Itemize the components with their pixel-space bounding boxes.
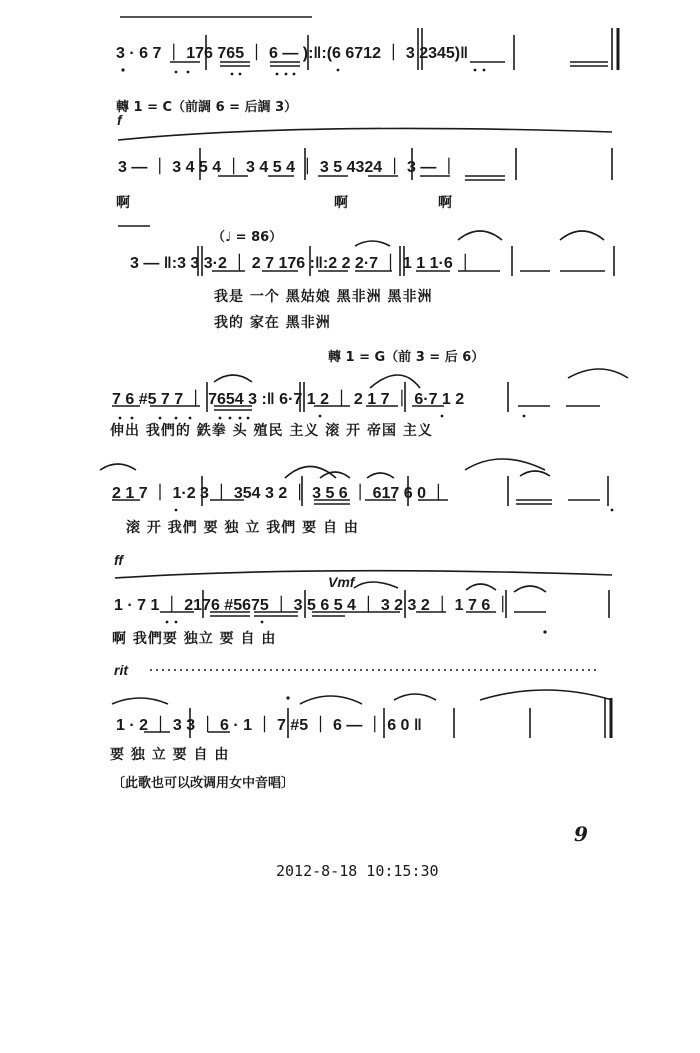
score-row-1: 3 · 6 7 ｜ 176 765 ｜ 6 — ):‖:(6 6712 ｜ 3 2345)‖ [116,45,469,62]
timestamp: 2012-8-18 10:15:30 [276,862,439,880]
score-row-4: 7 6 #5 7 7 ｜ 7654 3 :‖ 6·7 1 2 ｜ 2 1 7 ｜ 6·7 1 2 [112,391,465,408]
dynamic-vmf: Vmf [328,574,355,590]
modulation-c: 轉 1 = C（前調 6 = 后調 3） [116,100,298,115]
modulation-g: 轉 1 = G（前 3 = 后 6） [328,350,485,365]
footnote: 〔此歌也可以改调用女中音唱〕 [112,776,295,791]
tempo-marking: （♩ = 86） [212,230,283,245]
lyrics-row-6: 啊 我們要 独立 要 自 由 [112,631,277,647]
ritardando: rit [114,662,128,678]
lyric-a-2: 啊 [334,195,349,211]
score-row-6: 1 · 7 1 ｜ 2176 #5675 ｜ 3 5 6 5 4 ｜ 3 2 3 2 ｜ 1 7 6 ｜ [114,597,511,614]
lyrics-row-3a: 我是 一个 黑姑娘 黑非洲 黑非洲 [214,289,433,305]
lyrics-row-7: 要 独 立 要 自 由 [110,747,230,763]
lyrics-row-4: 伸出 我們的 鉄拳 头 殖民 主义 滚 开 帝国 主义 [110,423,433,439]
page-number: 9 [574,822,588,846]
dynamic-f: f [117,112,122,128]
lyric-a-3: 啊 [438,195,453,211]
score-row-3: 3 — ‖:3 3 3·2 ｜ 2 7 176 :‖:2 2 2·7 ｜ 1 1 1·6 ｜ [130,255,474,272]
score-row-2: 3 — ｜ 3 4 5 4 ｜ 3 4 5 4 ｜ 3 5 4324 ｜ 3 — ｜ [118,159,457,176]
score-row-7: 1 · 2 ｜ 3 3 ｜ 6 · 1 ｜ 7 #5 ｜ 6 — ｜ 6 0 ‖ [116,717,422,734]
score-row-5: 2 1 7 ｜ 1·2 3 ｜ 354 3 2 ｜ 3 5 6 ｜ 617 6 0 ｜ [112,485,447,502]
lyrics-row-5: 滚 开 我們 要 独 立 我們 要 自 由 [126,520,359,536]
dynamic-ff: ff [114,552,124,568]
lyric-a-1: 啊 [116,195,131,211]
lyrics-row-3b: 我的 家在 黑非洲 [214,315,331,331]
